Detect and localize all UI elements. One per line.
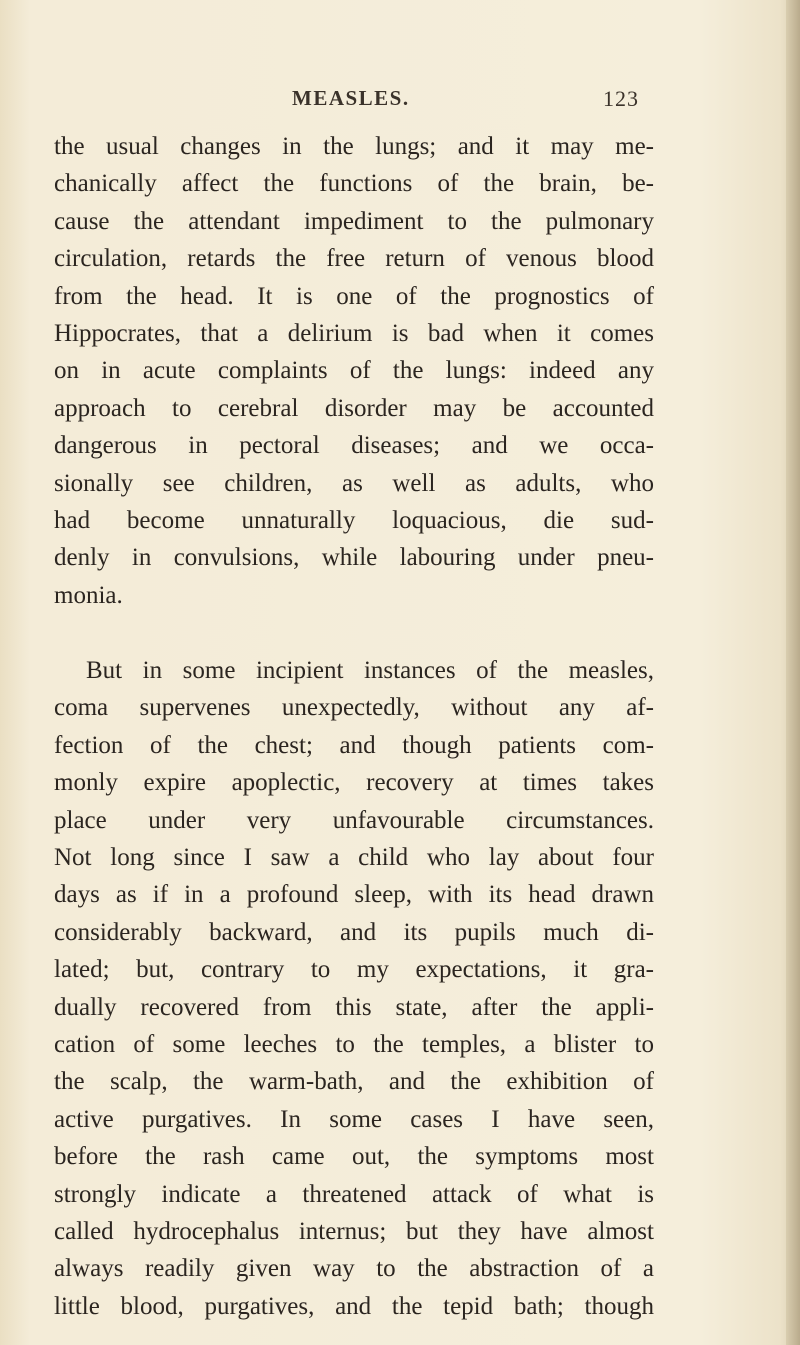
text-line: little blood, purgatives, and the tepid bath; though [54,1292,654,1320]
text-line: before the rash came out, the symptoms most [54,1143,654,1171]
text-line: from the head. It is one of the prognostics of [54,282,654,310]
text-line: had become unnaturally loquacious, die sud- [54,506,654,534]
text-line: strongly indicate a threatened attack of what is [54,1180,654,1208]
paragraph-gap [54,614,654,652]
text-line: fection of the chest; and though patients com- [54,731,654,759]
text-line: dangerous in pectoral diseases; and we occa- [54,432,654,460]
text-line: cause the attendant impediment to the pulmonary [54,207,654,235]
text-line: place under very unfavourable circumstances. [54,806,654,834]
text-line: chanically affect the functions of the brain, be- [54,170,654,198]
text-line: monia. [54,581,123,609]
text-line: the usual changes in the lungs; and it may me- [54,133,654,160]
text-line: called hydrocephalus internus; but they have almost [54,1217,654,1245]
text-line: on in acute complaints of the lungs: indeed any [54,357,654,385]
binding-edge [786,0,800,1345]
page-number: 123 [603,86,639,111]
text-line: Hippocrates, that a delirium is bad when it comes [54,319,654,347]
text-line: the scalp, the warm-bath, and the exhibition of [54,1068,654,1096]
page-header [0,86,800,116]
text-line: cation of some leeches to the temples, a blister to [54,1030,654,1058]
text-line: coma supervenes unexpectedly, without any af- [54,694,654,722]
text-line: always readily given way to the abstraction of a [54,1255,654,1283]
text-line: active purgatives. In some cases I have seen, [54,1105,654,1133]
text-line: lated; but, contrary to my expectations, it gra- [54,956,654,984]
text-line: denly in convulsions, while labouring under pneu- [54,544,654,572]
text-line: dually recovered from this state, after the appli- [54,993,654,1021]
body-text [54,128,654,1325]
running-head: MEASLES. [292,86,410,110]
text-line: circulation, retards the free return of venous blood [54,245,654,273]
text-line: But in some incipient instances of the measles, [86,657,654,685]
text-line: considerably backward, and its pupils much di- [54,918,654,946]
paragraph-2 [54,652,654,1325]
text-line: sionally see children, as well as adults, who [54,469,654,497]
paragraph-1 [54,128,654,614]
text-line: monly expire apoplectic, recovery at times takes [54,769,654,797]
text-line: days as if in a profound sleep, with its head drawn [54,881,654,909]
text-line: approach to cerebral disorder may be accounted [54,394,654,422]
text-line: Not long since I saw a child who lay about four [54,844,654,872]
